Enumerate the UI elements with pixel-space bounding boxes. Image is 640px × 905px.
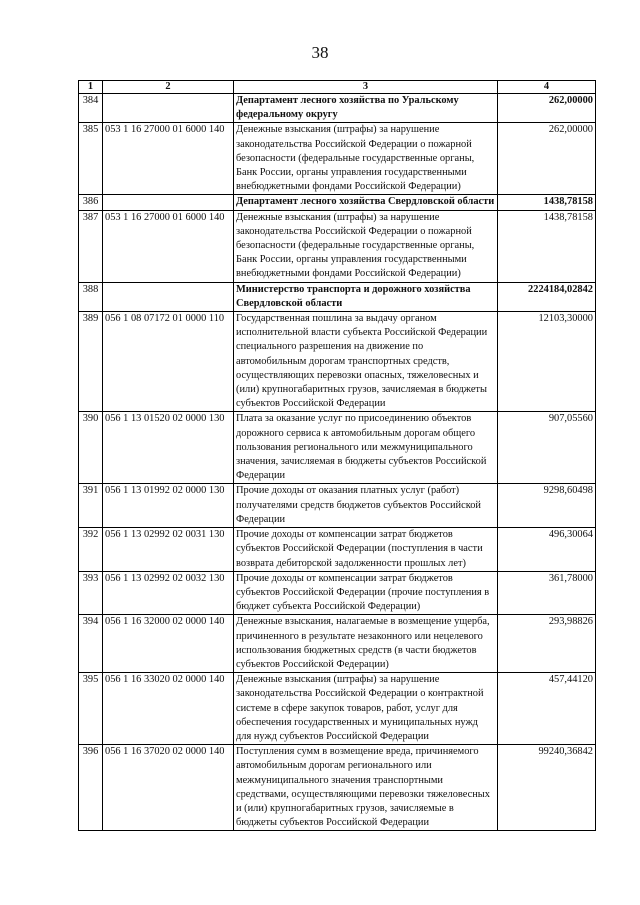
amount-cell: 1438,78158	[498, 210, 596, 282]
amount-cell: 9298,60498	[498, 484, 596, 528]
revenue-name-cell: Прочие доходы от оказания платных услуг (работ) получателями средств бюджетов субъектов Российской Федерации	[234, 484, 498, 528]
row-number-cell: 384	[79, 94, 103, 123]
classification-code-cell: 056 1 13 02992 02 0031 130	[103, 528, 234, 572]
amount-cell: 12103,30000	[498, 312, 596, 412]
table-row	[79, 210, 596, 282]
classification-code-cell: 056 1 08 07172 01 0000 110	[103, 312, 234, 412]
classification-code-cell: 053 1 16 27000 01 6000 140	[103, 210, 234, 282]
table-row	[79, 528, 596, 572]
revenue-name-cell: Государственная пошлина за выдачу органом исполнительной власти субъекта Российской Федерации специального разрешения на движение по автомобильным дорогам транспортных средств, осуществляющих перевозки опасных, тяжеловесных и (или) крупногабаритных грузов, зачисляемая в бюджеты субъектов Российской Федерации	[234, 312, 498, 412]
classification-code-cell: 053 1 16 27000 01 6000 140	[103, 123, 234, 195]
revenue-name-cell: Денежные взыскания, налагаемые в возмещение ущерба, причиненного в результате незаконного или нецелевого использования бюджетных средств (в части бюджетов субъектов Российской Федерации)	[234, 615, 498, 673]
row-number-cell: 386	[79, 195, 103, 210]
table-row	[79, 615, 596, 673]
table-row	[79, 571, 596, 615]
table-row	[79, 745, 596, 831]
column-header: 2	[103, 81, 234, 94]
classification-code-cell: 056 1 16 32000 02 0000 140	[103, 615, 234, 673]
row-number-cell: 391	[79, 484, 103, 528]
classification-code-cell: 056 1 16 33020 02 0000 140	[103, 673, 234, 745]
row-number-cell: 387	[79, 210, 103, 282]
revenue-name-cell: Денежные взыскания (штрафы) за нарушение законодательства Российской Федерации о контрактной системе в сфере закупок товаров, работ, услуг для обеспечения государственных и муниципальных нужд для нужд субъектов Российской Федерации	[234, 673, 498, 745]
revenue-name-cell: Поступления сумм в возмещение вреда, причиняемого автомобильным дорогам регионального или межмуниципального значения транспортными средствами, осуществляющими перевозки тяжеловесных и (или) крупногабаритных грузов, зачисляемые в бюджеты субъектов Российской Федерации	[234, 745, 498, 831]
revenue-name-cell: Плата за оказание услуг по присоединению объектов дорожного сервиса к автомобильным дорогам общего пользования регионального или межмуниципального значения, зачисляемая в бюджеты субъектов Российской Федерации	[234, 412, 498, 484]
classification-code-cell: 056 1 13 01520 02 0000 130	[103, 412, 234, 484]
amount-cell: 361,78000	[498, 571, 596, 615]
revenue-name-cell: Денежные взыскания (штрафы) за нарушение законодательства Российской Федерации о пожарной безопасности (федеральные государственные органы, Банк России, органы управления государственными внебюджетными фондами Российской Федерации)	[234, 123, 498, 195]
table-row	[79, 94, 596, 123]
revenue-name-cell: Департамент лесного хозяйства по Уральскому федеральному округу	[234, 94, 498, 123]
amount-cell: 262,00000	[498, 94, 596, 123]
revenue-name-cell: Департамент лесного хозяйства Свердловской области	[234, 195, 498, 210]
row-number-cell: 392	[79, 528, 103, 572]
column-header: 4	[498, 81, 596, 94]
revenue-name-cell: Прочие доходы от компенсации затрат бюджетов субъектов Российской Федерации (поступления в части возврата дебиторской задолженности прошлых лет)	[234, 528, 498, 572]
table-row	[79, 282, 596, 311]
row-number-cell: 396	[79, 745, 103, 831]
amount-cell: 99240,36842	[498, 745, 596, 831]
classification-code-cell	[103, 195, 234, 210]
column-header: 1	[79, 81, 103, 94]
table-row	[79, 123, 596, 195]
amount-cell: 1438,78158	[498, 195, 596, 210]
row-number-cell: 390	[79, 412, 103, 484]
table-row	[79, 312, 596, 412]
classification-code-cell: 056 1 13 02992 02 0032 130	[103, 571, 234, 615]
revenue-table	[78, 80, 596, 831]
table-row	[79, 484, 596, 528]
amount-cell: 2224184,02842	[498, 282, 596, 311]
table-row	[79, 673, 596, 745]
row-number-cell: 393	[79, 571, 103, 615]
classification-code-cell: 056 1 13 01992 02 0000 130	[103, 484, 234, 528]
classification-code-cell	[103, 94, 234, 123]
amount-cell: 457,44120	[498, 673, 596, 745]
amount-cell: 496,30064	[498, 528, 596, 572]
amount-cell: 907,05560	[498, 412, 596, 484]
table-header-row	[79, 81, 596, 94]
amount-cell: 293,98826	[498, 615, 596, 673]
table-row	[79, 195, 596, 210]
table-row	[79, 412, 596, 484]
row-number-cell: 395	[79, 673, 103, 745]
row-number-cell: 385	[79, 123, 103, 195]
revenue-name-cell: Денежные взыскания (штрафы) за нарушение законодательства Российской Федерации о пожарной безопасности (федеральные государственные органы, Банк России, органы управления государственными внебюджетными фондами Российской Федерации)	[234, 210, 498, 282]
row-number-cell: 388	[79, 282, 103, 311]
revenue-name-cell: Министерство транспорта и дорожного хозяйства Свердловской области	[234, 282, 498, 311]
classification-code-cell: 056 1 16 37020 02 0000 140	[103, 745, 234, 831]
row-number-cell: 394	[79, 615, 103, 673]
classification-code-cell	[103, 282, 234, 311]
column-header: 3	[234, 81, 498, 94]
table-body	[79, 94, 596, 831]
revenue-name-cell: Прочие доходы от компенсации затрат бюджетов субъектов Российской Федерации (прочие поступления в бюджет субъекта Российской Федерации)	[234, 571, 498, 615]
page-number: 38	[311, 43, 329, 62]
row-number-cell: 389	[79, 312, 103, 412]
amount-cell: 262,00000	[498, 123, 596, 195]
